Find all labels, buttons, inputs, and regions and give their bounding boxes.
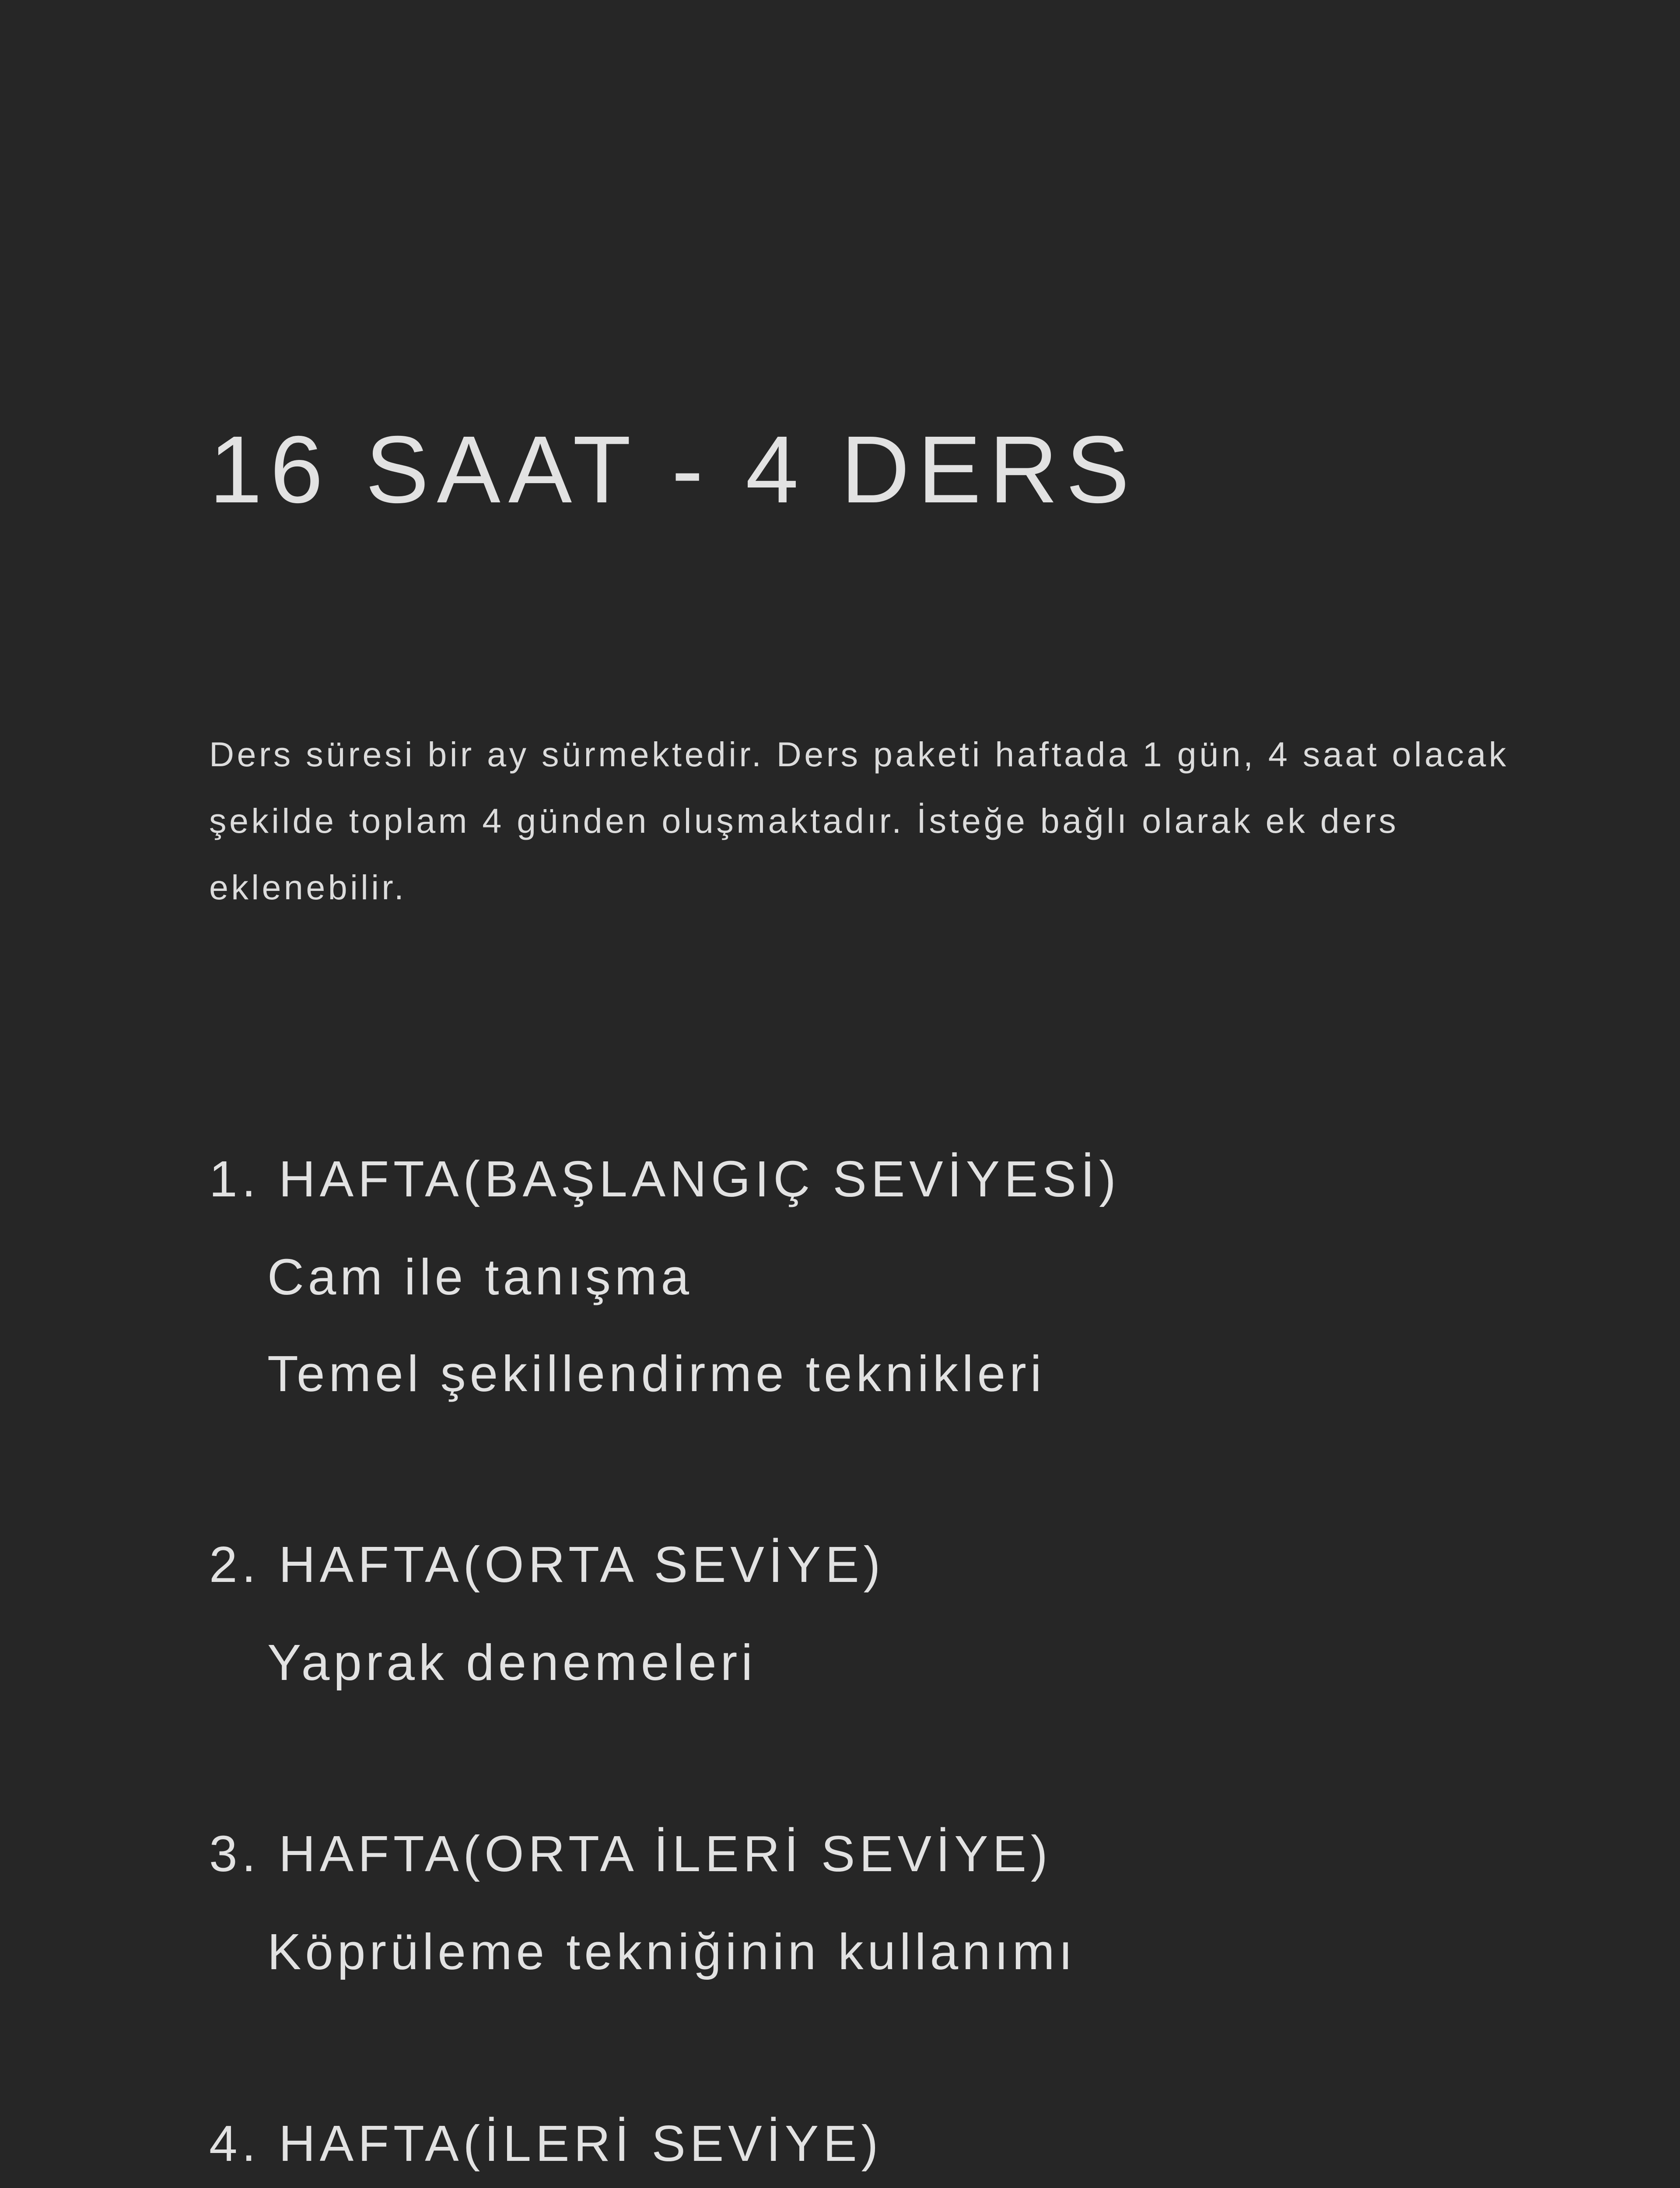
week-4-heading: 4. HAFTA(İLERİ SEVİYE) [209, 2115, 883, 2172]
week-3-section [209, 1825, 1077, 1980]
week-1-section [209, 1150, 1120, 1402]
week-1-topic-2: Temel şekillendirme teknikleri [267, 1345, 1046, 1402]
week-1-topic-1: Cam ile tanışma [267, 1248, 693, 1305]
week-3-heading: 3. HAFTA(ORTA İLERİ SEVİYE) [209, 1825, 1052, 1882]
week-4-section [209, 2115, 883, 2188]
page-title: 16 SAAT - 4 DERS [209, 417, 1138, 523]
week-1-heading: 1. HAFTA(BAŞLANGIÇ SEVİYESİ) [209, 1150, 1120, 1207]
week-2-section [209, 1536, 885, 1691]
week-2-topic-1: Yaprak denemeleri [267, 1634, 757, 1691]
course-description: Ders süresi bir ay sürmektedir. Ders paketi haftada 1 gün, 4 saat olacak şekilde toplam 4 günden oluşmaktadır. İsteğe bağlı olarak ek ders eklenebilir. [209, 735, 1509, 907]
week-3-topic-1: Köprüleme tekniğinin kullanımı [267, 1923, 1077, 1980]
week-2-heading: 2. HAFTA(ORTA SEVİYE) [209, 1536, 885, 1593]
